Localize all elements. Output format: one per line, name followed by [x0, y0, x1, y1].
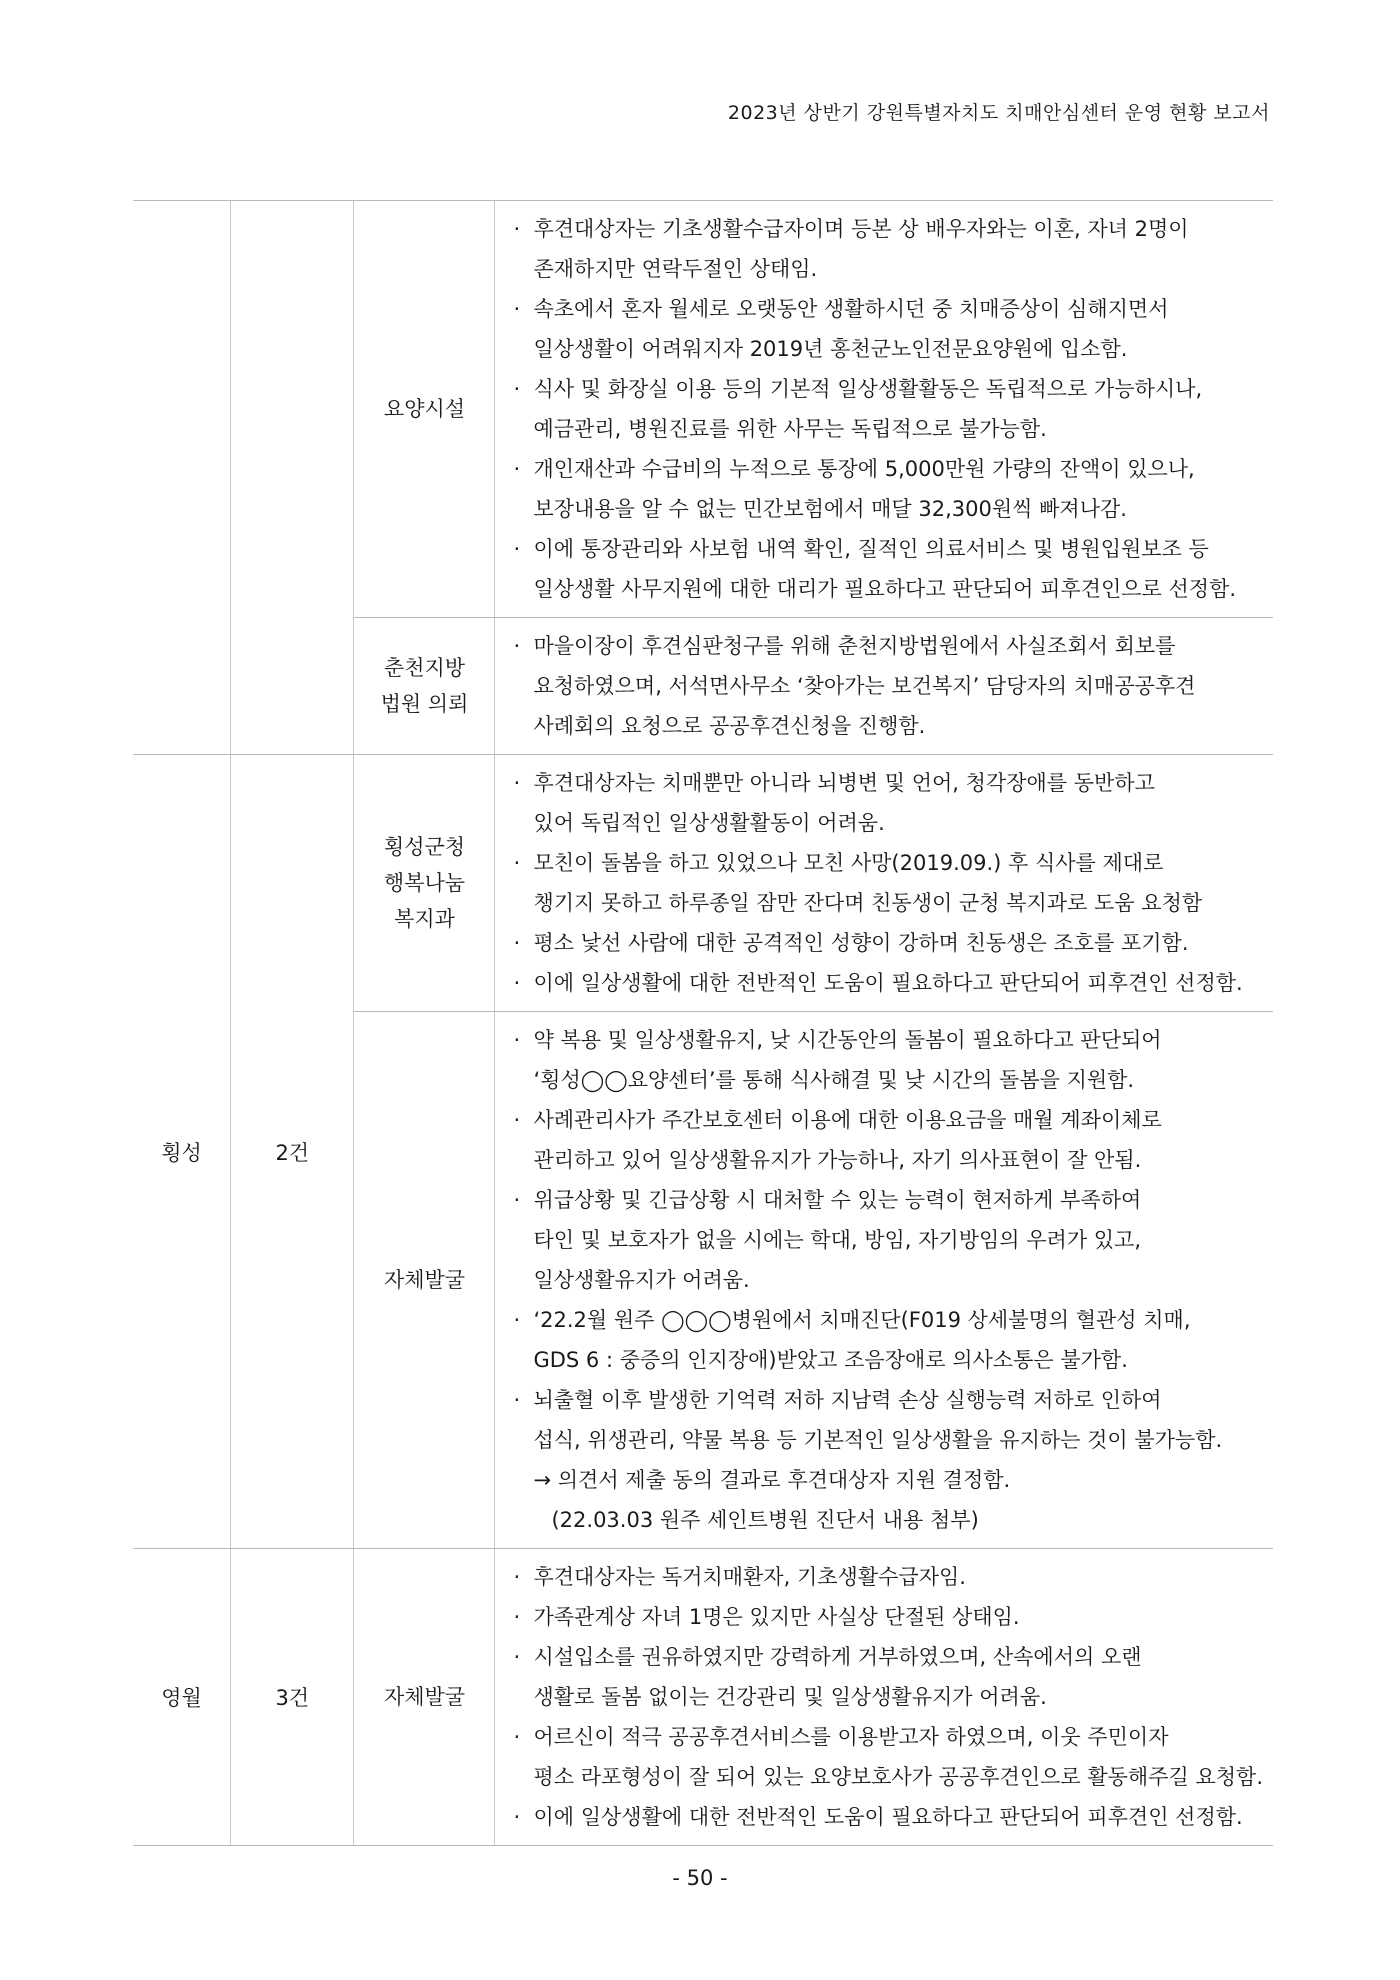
bullet-marker: ·	[513, 1388, 521, 1412]
bullet-item-line: 요청하였으며, 서석면사무소 ‘찾아가는 보건복지’ 담당자의 치매공공후견	[533, 674, 1196, 698]
bullet-marker: ·	[513, 1308, 521, 1332]
bullet-item	[507, 369, 1263, 449]
referral-route-line: 춘천지방	[383, 656, 466, 680]
table-row	[133, 201, 1273, 618]
bullet-item	[507, 1300, 1263, 1380]
bullet-marker: ·	[513, 537, 521, 561]
bullet-item	[507, 529, 1263, 609]
bullet-item	[507, 1180, 1263, 1300]
bullet-item	[507, 1717, 1263, 1797]
bullet-item	[507, 209, 1263, 289]
bullet-item-line: 보장내용을 알 수 없는 민간보험에서 매달 32,300원씩 빠져나감.	[533, 497, 1127, 521]
bullet-item-line: 예금관리, 병원진료를 위한 사무는 독립적으로 불가능함.	[533, 417, 1047, 441]
bullet-marker: ·	[513, 1725, 521, 1749]
bullet-item-line: 이에 통장관리와 사보험 내역 확인, 질적인 의료서비스 및 병원입원보조 등	[533, 537, 1209, 561]
bullet-item-line: 식사 및 화장실 이용 등의 기본적 일상생활활동은 독립적으로 가능하시나,	[533, 377, 1203, 401]
region-cell: 영월	[133, 1549, 231, 1846]
bullet-marker: ·	[513, 971, 521, 995]
bullet-item	[507, 1597, 1263, 1637]
bullet-item-line: 일상생활유지가 어려움.	[533, 1268, 750, 1292]
bullet-item	[507, 1020, 1263, 1100]
table-row	[133, 1549, 1273, 1846]
report-header-title: 2023년 상반기 강원특별자치도 치매안심센터 운영 현황 보고서	[727, 102, 1270, 124]
table-row	[133, 755, 1273, 1012]
bullet-marker: ·	[513, 931, 521, 955]
bullet-marker: ·	[513, 1645, 521, 1669]
bullet-marker: ·	[513, 771, 521, 795]
bullet-item-line: 뇌출혈 이후 발생한 기억력 저하 지남력 손상 실행능력 저하로 인하여	[533, 1388, 1162, 1412]
bullet-marker: ·	[513, 1188, 521, 1212]
bullet-item-line: 평소 라포형성이 잘 되어 있는 요양보호사가 공공후견인으로 활동해주길 요청함.	[533, 1765, 1263, 1789]
bullet-item-line: ‘횡성◯◯요양센터’를 통해 식사해결 및 낮 시간의 돌봄을 지원함.	[533, 1068, 1135, 1092]
bullet-item-line: 평소 낯선 사람에 대한 공격적인 성향이 강하며 친동생은 조호를 포기함.	[533, 931, 1189, 955]
bullet-item	[507, 626, 1263, 746]
bullet-item-line: 관리하고 있어 일상생활유지가 가능하나, 자기 의사표현이 잘 안됨.	[533, 1148, 1142, 1172]
case-count-cell: 3건	[231, 1549, 354, 1846]
bullet-marker: ·	[513, 1108, 521, 1132]
bullet-item-line: 타인 및 보호자가 없을 시에는 학대, 방임, 자기방임의 우려가 있고,	[533, 1228, 1142, 1252]
bullet-item	[507, 1797, 1263, 1837]
bullet-item-line: 이에 일상생활에 대한 전반적인 도움이 필요하다고 판단되어 피후견인 선정함.	[533, 971, 1243, 995]
bullet-marker: ·	[513, 1605, 521, 1629]
bullet-item-line: 마을이장이 후견심판청구를 위해 춘천지방법원에서 사실조회서 회보를	[533, 634, 1176, 658]
bullet-item-line: 후견대상자는 치매뿐만 아니라 뇌병변 및 언어, 청각장애를 동반하고	[533, 771, 1155, 795]
bullet-item-line: 있어 독립적인 일상생활활동이 어려움.	[533, 811, 885, 835]
bullet-item-line: 사례회의 요청으로 공공후견신청을 진행함.	[533, 714, 926, 738]
page-number: - 50 -	[672, 1866, 728, 1890]
bullet-item-line: 모친이 돌봄을 하고 있었으나 모친 사망(2019.09.) 후 식사를 제대로	[533, 851, 1164, 875]
guardianship-case-table	[133, 200, 1273, 1846]
bullet-item-line: 일상생활이 어려워지자 2019년 홍천군노인전문요양원에 입소함.	[533, 337, 1128, 361]
referral-route-cell	[354, 755, 495, 1012]
referral-route-cell	[354, 1012, 495, 1549]
bullet-item-line: 속초에서 혼자 월세로 오랫동안 생활하시던 중 치매증상이 심해지면서	[533, 297, 1169, 321]
referral-route-cell	[354, 201, 495, 618]
bullet-item	[507, 1637, 1263, 1717]
referral-route-line: 복지과	[394, 907, 455, 931]
bullet-item-line: GDS 6 : 중증의 인지장애)받았고 조음장애로 의사소통은 불가함.	[533, 1348, 1128, 1372]
bullet-item-line: 후견대상자는 독거치매환자, 기초생활수급자임.	[533, 1565, 966, 1589]
bullet-item	[507, 1557, 1263, 1597]
bullet-item-line: 후견대상자는 기초생활수급자이며 등본 상 배우자와는 이혼, 자녀 2명이	[533, 217, 1189, 241]
case-count-cell	[231, 201, 354, 755]
bullet-item	[507, 923, 1263, 963]
bullet-marker: ·	[513, 457, 521, 481]
referral-route-line: 자체발굴	[383, 1685, 466, 1709]
case-description-cell	[495, 755, 1273, 1012]
bullet-item-line: 챙기지 못하고 하루종일 잠만 잔다며 친동생이 군청 복지과로 도움 요청함	[533, 891, 1203, 915]
bullet-item	[507, 1380, 1263, 1460]
case-description-cell	[495, 1012, 1273, 1549]
case-description-cell	[495, 201, 1273, 618]
referral-route-line: 요양시설	[383, 397, 466, 421]
bullet-marker: ·	[513, 851, 521, 875]
bullet-item-line: 시설입소를 권유하였지만 강력하게 거부하였으며, 산속에서의 오랜	[533, 1645, 1142, 1669]
bullet-marker: ·	[513, 217, 521, 241]
referral-route-cell	[354, 1549, 495, 1846]
bullet-item-line: 사례관리사가 주간보호센터 이용에 대한 이용요금을 매월 계좌이체로	[533, 1108, 1162, 1132]
referral-route-cell	[354, 618, 495, 755]
bullet-item-line: 생활로 돌봄 없이는 건강관리 및 일상생활유지가 어려움.	[533, 1685, 1047, 1709]
bullet-item-line: 위급상황 및 긴급상황 시 대처할 수 있는 능력이 현저하게 부족하여	[533, 1188, 1142, 1212]
case-description-cell	[495, 618, 1273, 755]
bullet-item-line: 이에 일상생활에 대한 전반적인 도움이 필요하다고 판단되어 피후견인 선정함.	[533, 1805, 1243, 1829]
referral-route-line: 자체발굴	[383, 1268, 466, 1292]
bullet-marker: ·	[513, 1565, 521, 1589]
note-line: (22.03.03 원주 세인트병원 진단서 내용 첨부)	[551, 1508, 979, 1532]
bullet-item-line: 가족관계상 자녀 1명은 있지만 사실상 단절된 상태임.	[533, 1605, 1020, 1629]
case-description-cell	[495, 1549, 1273, 1846]
bullet-item-line: 일상생활 사무지원에 대한 대리가 필요하다고 판단되어 피후견인으로 선정함.	[533, 577, 1237, 601]
note-line: → 의견서 제출 동의 결과로 후견대상자 지원 결정함.	[533, 1468, 1011, 1492]
case-count-cell: 2건	[231, 755, 354, 1549]
bullet-marker: ·	[513, 634, 521, 658]
bullet-item-line: 개인재산과 수급비의 누적으로 통장에 5,000만원 가량의 잔액이 있으나,	[533, 457, 1195, 481]
bullet-marker: ·	[513, 1028, 521, 1052]
bullet-item-line: 섭식, 위생관리, 약물 복용 등 기본적인 일상생활을 유지하는 것이 불가능함.	[533, 1428, 1223, 1452]
bullet-item	[507, 1100, 1263, 1180]
referral-route-line: 법원 의뢰	[380, 692, 469, 716]
bullet-item-line: 약 복용 및 일상생활유지, 낮 시간동안의 돌봄이 필요하다고 판단되어	[533, 1028, 1162, 1052]
bullet-item	[507, 843, 1263, 923]
referral-route-line: 횡성군청	[383, 835, 466, 859]
bullet-item	[507, 289, 1263, 369]
bullet-item-line: 존재하지만 연락두절인 상태임.	[533, 257, 818, 281]
bullet-item	[507, 449, 1263, 529]
bullet-marker: ·	[513, 377, 521, 401]
region-cell: 횡성	[133, 755, 231, 1549]
bullet-item-line: 어르신이 적극 공공후견서비스를 이용받고자 하였으며, 이웃 주민이자	[533, 1725, 1169, 1749]
bullet-item	[507, 763, 1263, 843]
referral-route-line: 행복나눔	[383, 871, 466, 895]
bullet-marker: ·	[513, 1805, 521, 1829]
bullet-marker: ·	[513, 297, 521, 321]
bullet-item-line: ‘22.2월 원주 ◯◯◯병원에서 치매진단(F019 상세불명의 혈관성 치매,	[533, 1308, 1191, 1332]
bullet-item	[507, 963, 1263, 1003]
region-cell	[133, 201, 231, 755]
